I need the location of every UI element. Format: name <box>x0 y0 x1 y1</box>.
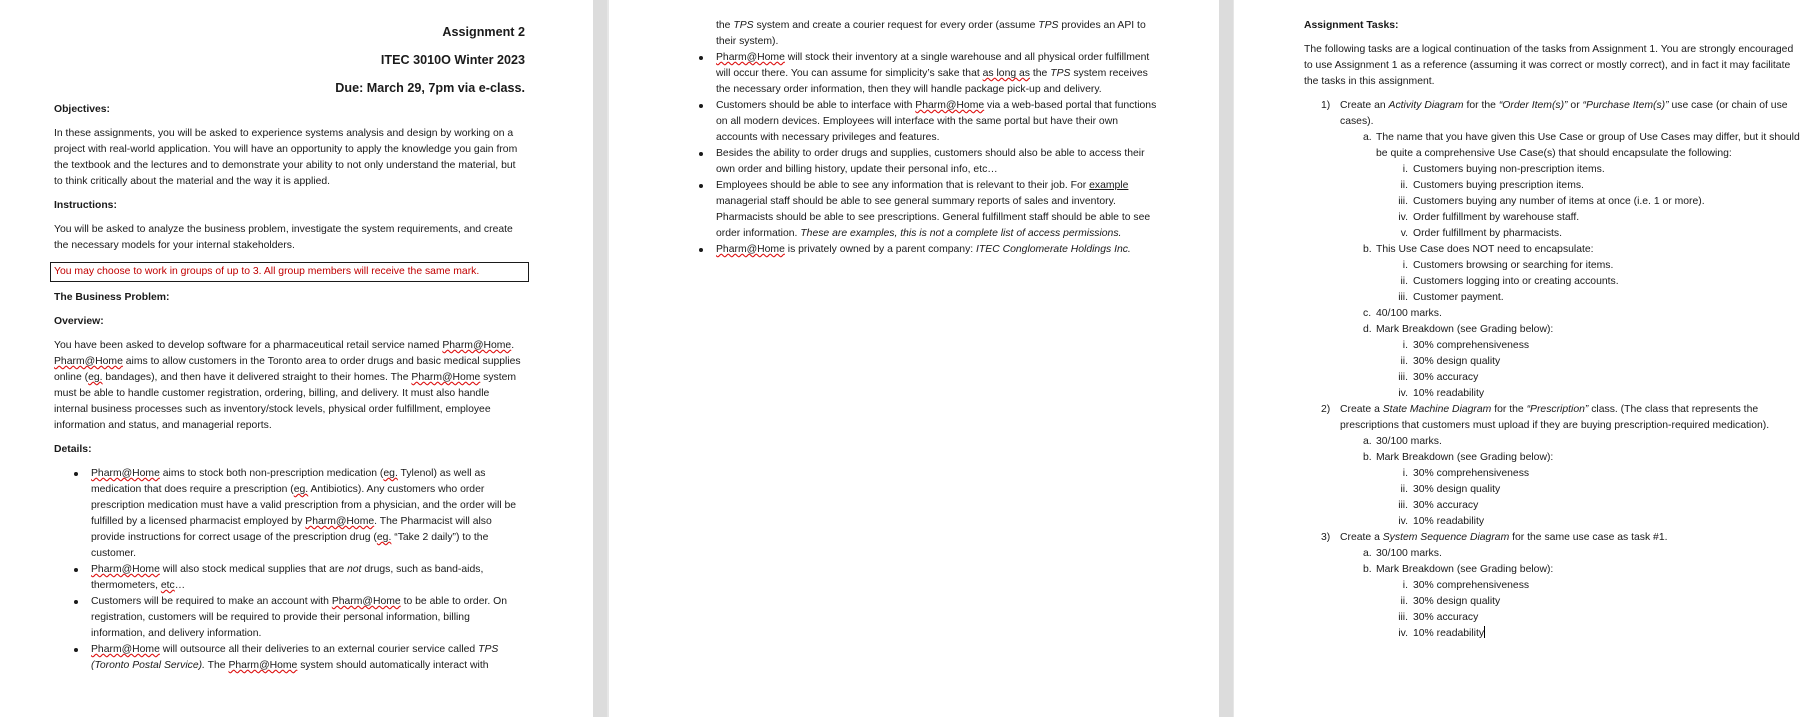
list-item: iv. 10% readability <box>1398 388 1485 399</box>
list-item: Pharm@Home is privately owned by a parent company: ITEC Conglomerate Holdings Inc. <box>716 242 1159 258</box>
overview-text: You have been asked to develop software for a pharmaceutical retail service named Pharm@Home. Pharm@Home aims to allow customers in the Toronto area to order drugs and basic medical supplies online (eg. bandages), and then have it delivered straight to their homes. The Pharm@Home system must be able to handle customer registration, ordering, billing, and delivery. It must also handle internal business processes such as inventory/stock levels, physical order fulfillment, employee information and status, and managerial reports. <box>54 340 521 431</box>
page-gap <box>593 0 607 717</box>
document-page-2[interactable] <box>609 0 1219 717</box>
due-date: Due: March 29, 7pm via e-class. <box>335 81 525 95</box>
task-1: 1) Create an Activity Diagram for the “Order Item(s)” or “Purchase Item(s)” use case (or chain of use cases). <box>1321 100 1788 127</box>
instructions-text: You will be asked to analyze the business problem, investigate the system requirements, and create the necessary models for your internal stakeholders. <box>54 224 513 251</box>
list-item: i. Customers browsing or searching for items. <box>1402 260 1614 271</box>
list-item: i. Customers buying non-prescription items. <box>1402 164 1605 175</box>
task-1a: a. The name that you have given this Use Case or group of Use Cases may differ, but it should be quite a comprehensive Use Case(s) that should encapsulate the following: <box>1363 132 1800 159</box>
page-gap <box>1219 0 1233 717</box>
list-item: iii. 30% accuracy <box>1398 612 1479 623</box>
tasks-heading: Assignment Tasks: <box>1304 20 1399 31</box>
document-page-3[interactable] <box>1234 0 1816 717</box>
text-cursor <box>1484 626 1485 638</box>
list-item: Customers will be required to make an account with Pharm@Home to be able to order. On registration, customers will be required to provide their personal information, billing information, and delivery information. <box>91 594 525 642</box>
instructions-heading: Instructions: <box>54 200 117 211</box>
overview-heading: Overview: <box>54 316 104 327</box>
list-item: Besides the ability to order drugs and supplies, customers should also be able to access their own order and billing history, update their personal info, etc… <box>716 146 1159 178</box>
group-notice: You may choose to work in groups of up to 3. All group members will receive the same mark. <box>50 262 529 282</box>
list-item: Pharm@Home will also stock medical supplies that are not drugs, such as band-aids, thermometers, etc… <box>91 562 525 594</box>
list-item: i. 30% comprehensiveness <box>1402 468 1530 479</box>
task-3a: a. 30/100 marks. <box>1363 548 1442 559</box>
task-1c: c. 40/100 marks. <box>1363 308 1442 319</box>
task-1b: b. This Use Case does NOT need to encapsulate: <box>1363 244 1594 255</box>
details-list <box>54 466 525 674</box>
task-2a: a. 30/100 marks. <box>1363 436 1442 447</box>
list-item: v. Order fulfillment by pharmacists. <box>1400 228 1562 239</box>
document-page-1[interactable] <box>0 0 593 717</box>
list-item: Pharm@Home aims to stock both non-prescription medication (eg. Tylenol) as well as medication that does require a prescription (eg. Antibiotics). Any customers who order prescription medication must have a valid prescription from a physician, and the order will be fulfilled by a licensed pharmacist employed by Pharm@Home. The Pharmacist will also provide instructions for correct usage of the prescription drug (eg. “Take 2 daily”) to the customer. <box>91 466 525 562</box>
list-item: ii. Customers logging into or creating accounts. <box>1400 276 1619 287</box>
list-item: Employees should be able to see any information that is relevant to their job. For example managerial staff should be able to see general summary reports of sales and inventory. Pharmacists should be able to see prescriptions. General fulfillment staff should be able to see order information. These are examples, this is not a complete list of access permissions. <box>716 178 1159 242</box>
tasks-intro: The following tasks are a logical continuation of the tasks from Assignment 1. You are strongly encouraged to use Assignment 1 as a reference (assuming it was correct or mostly correct), and in fact it may facilitate the tasks in this assignment. <box>1304 44 1794 87</box>
task-3b: b. Mark Breakdown (see Grading below): <box>1363 564 1554 575</box>
objectives-text: In these assignments, you will be asked to experience systems analysis and design by working on a project with real-world application. You will have an opportunity to apply the knowledge you gain from the textbook and the lectures and to demonstrate your ability to not only understand the material, but to think critically about the material and the way it is applied. <box>54 128 518 187</box>
list-item: i. 30% comprehensiveness <box>1402 340 1530 351</box>
task-1d: d. Mark Breakdown (see Grading below): <box>1363 324 1554 335</box>
task-3: 3) Create a System Sequence Diagram for the same use case as task #1. <box>1321 532 1668 543</box>
list-item: iv. 10% readability <box>1398 628 1485 639</box>
continued-text: the TPS system and create a courier request for every order (assume TPS provides an API to their system). <box>716 20 1146 47</box>
list-item: Pharm@Home will outsource all their deliveries to an external courier service called TPS (Toronto Postal Service). The Pharm@Home system should automatically interact with <box>91 642 525 674</box>
task-list <box>1304 98 1802 642</box>
spellcheck-word[interactable]: eg. <box>88 372 103 383</box>
spellcheck-word[interactable]: Pharm@Home <box>411 372 481 383</box>
list-item: Customers should be able to interface with Pharm@Home via a web-based portal that functions on all modern devices. Employees will interface with the same portal but have their own accounts with necessary privileges and features. <box>716 98 1159 146</box>
list-item: iii. Customer payment. <box>1398 292 1504 303</box>
details-list-continued <box>716 50 1159 258</box>
task-2b: b. Mark Breakdown (see Grading below): <box>1363 452 1554 463</box>
details-heading: Details: <box>54 444 92 455</box>
list-item: ii. 30% design quality <box>1400 596 1501 607</box>
spellcheck-word[interactable]: Pharm@Home <box>442 340 512 351</box>
list-item: iv. 10% readability <box>1398 516 1485 527</box>
course-code: ITEC 3010O Winter 2023 <box>380 53 525 67</box>
list-item: Pharm@Home will stock their inventory at a single warehouse and all physical order fulfillment will occur there. You can assume for simplicity’s sake that as long as the TPS system receives the necessary order information, then they will handle package pick-up and delivery. <box>716 50 1159 98</box>
page-title: Assignment 2 <box>442 25 525 39</box>
spellcheck-word[interactable]: Pharm@Home <box>54 356 123 367</box>
list-item: iv. Order fulfillment by warehouse staff. <box>1398 212 1580 223</box>
list-item: ii. Customers buying prescription items. <box>1400 180 1584 191</box>
task-2: 2) Create a State Machine Diagram for the “Prescription” class. (The class that represents the prescriptions that customers must upload if they are buying prescription-required medication). <box>1321 404 1770 431</box>
objectives-heading: Objectives: <box>54 104 111 115</box>
list-item: ii. 30% design quality <box>1400 484 1501 495</box>
list-item: iii. Customers buying any number of items at once (i.e. 1 or more). <box>1398 196 1705 207</box>
list-item: i. 30% comprehensiveness <box>1402 580 1530 591</box>
list-item: iii. 30% accuracy <box>1398 500 1479 511</box>
list-item: iii. 30% accuracy <box>1398 372 1479 383</box>
business-problem-heading: The Business Problem: <box>54 292 170 303</box>
list-item: ii. 30% design quality <box>1400 356 1501 367</box>
